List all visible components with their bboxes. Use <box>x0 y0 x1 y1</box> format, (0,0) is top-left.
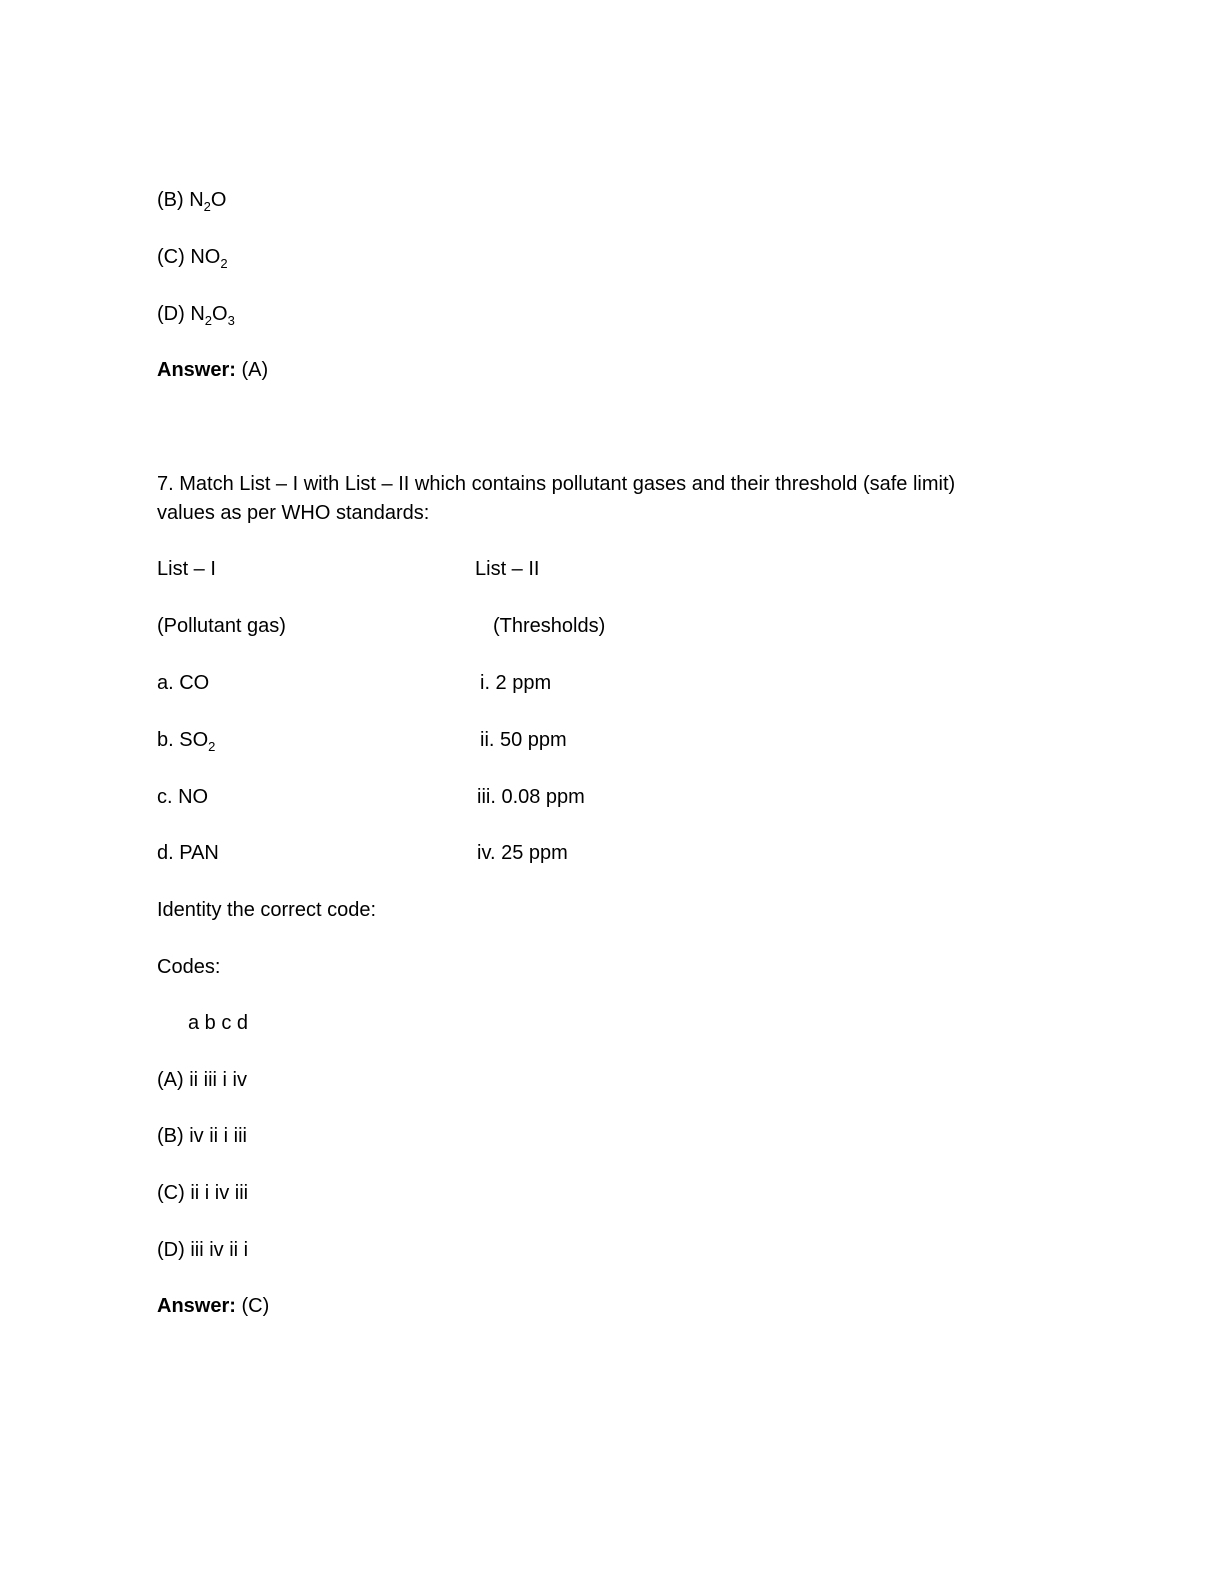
list2-header: List – II <box>475 558 540 580</box>
option-b: (B) $N_2O$ <box>157 189 227 214</box>
identify-instruction: Identity the correct code: <box>157 899 377 921</box>
code-option-b: (B) iv ii i iii <box>157 1125 247 1147</box>
list1-subheader: (Pollutant gas) <box>157 615 286 637</box>
list2-subheader: (Thresholds) <box>493 615 606 637</box>
list2-item: iv. 25 ppm <box>477 842 568 864</box>
list1-item: d. PAN <box>157 842 219 864</box>
list1-item: c. NO <box>157 786 209 808</box>
list1-item: a. CO <box>157 672 210 694</box>
codes-header: a b c d <box>188 1012 249 1034</box>
list1-header: List – I <box>157 558 216 580</box>
code-option-c: (C) ii i iv iii <box>157 1182 249 1204</box>
option-c: (C) $NO_2$ <box>157 246 228 271</box>
question-text-line2: values as per WHO standards: <box>157 502 430 524</box>
previous-answer: Answer: (A) <box>157 359 269 381</box>
codes-label: Codes: <box>157 956 221 978</box>
list2-item: i. 2 ppm <box>480 672 552 694</box>
question-text-line1: 7. Match List – I with List – II which contains pollutant gases and their threshold (safe limit) <box>157 473 956 495</box>
list1-item: b. $SO_2$ <box>157 729 216 754</box>
list2-item: iii. 0.08 ppm <box>477 786 585 808</box>
question-answer: Answer: (C) <box>157 1295 270 1317</box>
code-option-d: (D) iii iv ii i <box>157 1239 249 1261</box>
option-d: (D) $N_2O_3$ <box>157 303 235 328</box>
code-option-a: (A) ii iii i iv <box>157 1069 247 1091</box>
list2-item: ii. 50 ppm <box>480 729 567 751</box>
